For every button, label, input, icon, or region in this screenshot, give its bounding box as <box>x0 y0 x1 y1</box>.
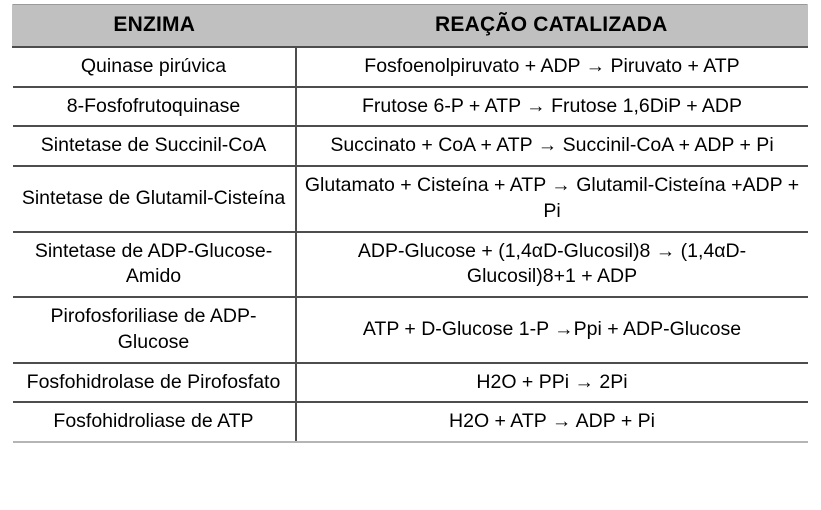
table-row <box>13 47 808 87</box>
column-header-enzyme: ENZIMA <box>13 5 296 48</box>
table-header-row <box>13 5 808 48</box>
cell-reaction: ADP-Glucose + (1,4αD-Glucosil)8 → (1,4αD-Glucosil)8+1 + ADP <box>296 232 808 297</box>
cell-reaction: Glutamato + Cisteína + ATP → Glutamil-Cisteína +ADP + Pi <box>296 166 808 231</box>
table-row <box>13 363 808 403</box>
column-header-reaction: REAÇÃO CATALIZADA <box>296 5 808 48</box>
table-body <box>13 47 808 442</box>
cell-reaction: ATP + D-Glucose 1-P →Ppi + ADP-Glucose <box>296 297 808 362</box>
cell-reaction: Frutose 6-P + ATP → Frutose 1,6DiP + ADP <box>296 87 808 127</box>
cell-enzyme: Quinase pirúvica <box>13 47 296 87</box>
table-row <box>13 297 808 362</box>
enzyme-reaction-table <box>12 4 808 443</box>
table-row <box>13 166 808 231</box>
cell-enzyme: Fosfohidrolase de Pirofosfato <box>13 363 296 403</box>
table-row <box>13 232 808 297</box>
table-header <box>13 5 808 48</box>
table-row <box>13 126 808 166</box>
cell-enzyme: 8-Fosfofrutoquinase <box>13 87 296 127</box>
cell-enzyme: Sintetase de ADP-Glucose-Amido <box>13 232 296 297</box>
cell-enzyme: Sintetase de Succinil-CoA <box>13 126 296 166</box>
cell-enzyme: Sintetase de Glutamil-Cisteína <box>13 166 296 231</box>
cell-reaction: H2O + PPi → 2Pi <box>296 363 808 403</box>
table-row <box>13 402 808 442</box>
cell-enzyme: Pirofosforiliase de ADP-Glucose <box>13 297 296 362</box>
cell-enzyme: Fosfohidroliase de ATP <box>13 402 296 442</box>
table-row <box>13 87 808 127</box>
cell-reaction: Fosfoenolpiruvato + ADP → Piruvato + ATP <box>296 47 808 87</box>
cell-reaction: H2O + ATP → ADP + Pi <box>296 402 808 442</box>
cell-reaction: Succinato + CoA + ATP → Succinil-CoA + ADP + Pi <box>296 126 808 166</box>
